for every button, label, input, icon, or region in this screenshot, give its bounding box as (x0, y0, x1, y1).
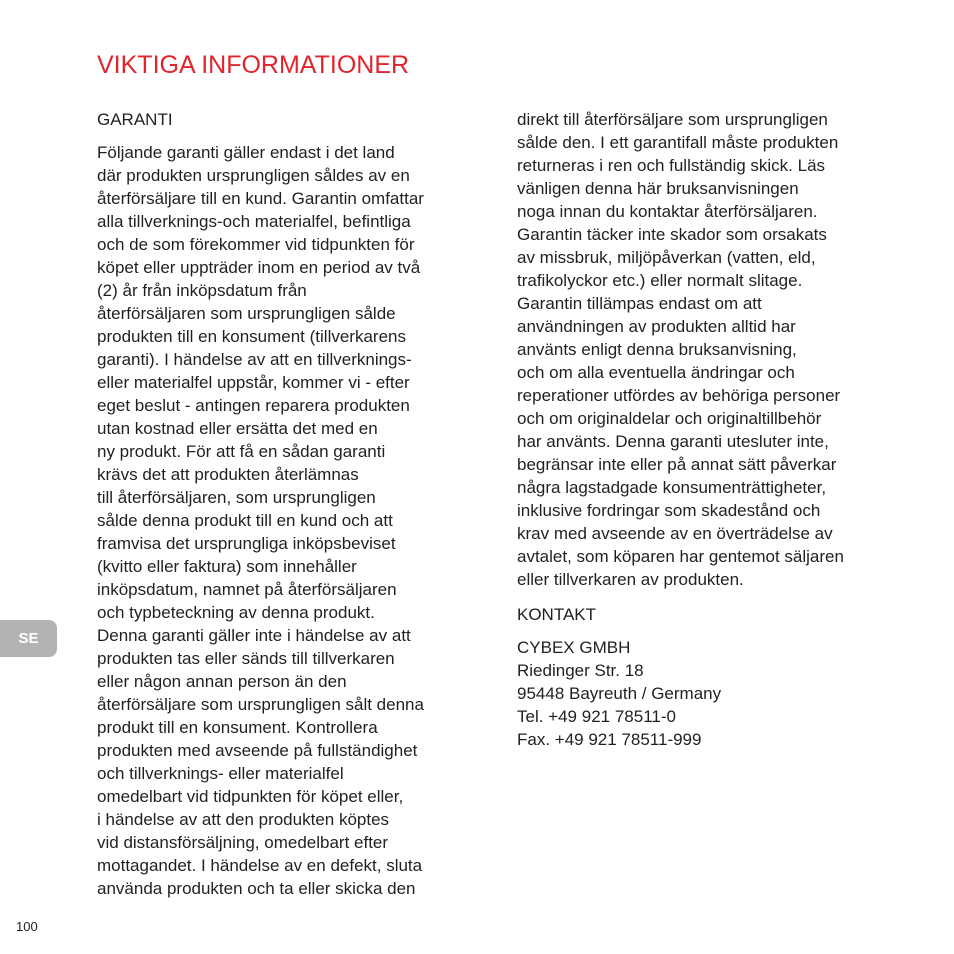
guarantee-text-line: av missbruk, miljöpåverkan (vatten, eld, (517, 248, 816, 267)
contact-company: CYBEX GMBH (517, 638, 631, 657)
guarantee-text-line: återförsäljare som ursprungligen sålt denna (97, 695, 424, 714)
guarantee-text-line: och om alla eventuella ändringar och (517, 363, 795, 382)
guarantee-text-line: (2) år från inköpsdatum från (97, 281, 307, 300)
guarantee-text-line: sålde denna produkt till en kund och att (97, 511, 393, 530)
guarantee-text-line: inköpsdatum, namnet på återförsäljaren (97, 580, 397, 599)
guarantee-text-line: inklusive fordringar som skadestånd och (517, 501, 821, 520)
guarantee-text-line: och tillverknings- eller materialfel (97, 764, 344, 783)
guarantee-column-right (517, 108, 917, 751)
guarantee-text-line: omedelbart vid tidpunkten för köpet eller, (97, 787, 404, 806)
contact-address-line: Fax. +49 921 78511-999 (517, 730, 702, 749)
guarantee-text-line: produkten tas eller sänds till tillverkaren (97, 649, 395, 668)
guarantee-text-line: krävs det att produkten återlämnas (97, 465, 359, 484)
guarantee-text-line: garanti). I händelse av att en tillverknings- (97, 350, 412, 369)
guarantee-text-line: köpet eller uppträder inom en period av två (97, 258, 421, 277)
guarantee-text-line: trafikolyckor etc.) eller normalt slitage. (517, 271, 803, 290)
guarantee-text-line: alla tillverknings-och materialfel, befintliga (97, 212, 411, 231)
language-tab: SE (0, 620, 57, 657)
contact-heading: KONTAKT (517, 605, 597, 624)
guarantee-text-line: och de som förekommer vid tidpunkten för (97, 235, 415, 254)
guarantee-text-line: direkt till återförsäljare som ursprungligen (517, 110, 828, 129)
guarantee-text-line: Garantin täcker inte skador som orsakats (517, 225, 827, 244)
contact-address-line: Riedinger Str. 18 (517, 661, 644, 680)
guarantee-text-left (97, 141, 487, 900)
guarantee-text-line: (kvitto eller faktura) som innehåller (97, 557, 357, 576)
guarantee-text-line: produkt till en konsument. Kontrollera (97, 718, 378, 737)
guarantee-text-line: till återförsäljaren, som ursprungligen (97, 488, 376, 507)
guarantee-text-line: eller någon annan person än den (97, 672, 347, 691)
guarantee-text-line: utan kostnad eller ersätta det med en (97, 419, 378, 438)
guarantee-text-line: avtalet, som köparen har gentemot säljaren (517, 547, 844, 566)
contact-address (517, 659, 917, 751)
guarantee-text-line: Denna garanti gäller inte i händelse av att (97, 626, 411, 645)
guarantee-text-line: noga innan du kontaktar återförsäljaren. (517, 202, 818, 221)
guarantee-text-line: vänligen denna här bruksanvisningen (517, 179, 799, 198)
guarantee-text-line: eller materialfel uppstår, kommer vi - efter (97, 373, 410, 392)
guarantee-text-line: sålde den. I ett garantifall måste produkten (517, 133, 839, 152)
guarantee-text-right (517, 108, 917, 591)
guarantee-text-line: återförsäljare till en kund. Garantin omfattar (97, 189, 424, 208)
guarantee-text-line: begränsar inte eller på annat sätt påverkar (517, 455, 837, 474)
guarantee-text-line: återförsäljaren som ursprungligen sålde (97, 304, 396, 323)
guarantee-text-line: returneras i ren och fullständig skick. Läs (517, 156, 826, 175)
guarantee-text-line: produkten till en konsument (tillverkarens (97, 327, 406, 346)
guarantee-text-line: användningen av produkten alltid har (517, 317, 796, 336)
guarantee-text-line: där produkten ursprungligen såldes av en (97, 166, 410, 185)
guarantee-text-line: i händelse av att den produkten köptes (97, 810, 390, 829)
guarantee-text-line: och om originaldelar och originaltillbehör (517, 409, 822, 428)
guarantee-text-line: några lagstadgade konsumenträttigheter, (517, 478, 827, 497)
guarantee-text-line: vid distansförsäljning, omedelbart efter (97, 833, 389, 852)
guarantee-text-line: framvisa det ursprungliga inköpsbeviset (97, 534, 396, 553)
guarantee-text-line: har använts. Denna garanti utesluter inte, (517, 432, 829, 451)
guarantee-text-line: använda produkten och ta eller skicka den (97, 879, 416, 898)
guarantee-column-left (97, 108, 487, 900)
guarantee-heading: GARANTI (97, 110, 173, 129)
guarantee-text-line: reperationer utfördes av behöriga personer (517, 386, 841, 405)
guarantee-text-line: Följande garanti gäller endast i det land (97, 143, 395, 162)
guarantee-text-line: eget beslut - antingen reparera produkten (97, 396, 410, 415)
guarantee-text-line: använts enligt denna bruksanvisning, (517, 340, 797, 359)
contact-address-line: Tel. +49 921 78511-0 (517, 707, 676, 726)
page-title: VIKTIGA INFORMATIONER (97, 51, 410, 79)
guarantee-text-line: mottagandet. I händelse av en defekt, sluta (97, 856, 423, 875)
page-number: 100 (16, 919, 38, 934)
guarantee-text-line: krav med avseende av en överträdelse av (517, 524, 833, 543)
guarantee-text-line: och typbeteckning av denna produkt. (97, 603, 375, 622)
guarantee-text-line: Garantin tillämpas endast om att (517, 294, 762, 313)
guarantee-text-line: eller tillverkaren av produkten. (517, 570, 744, 589)
guarantee-text-line: produkten med avseende på fullständighet (97, 741, 418, 760)
contact-address-line: 95448 Bayreuth / Germany (517, 684, 722, 703)
guarantee-text-line: ny produkt. För att få en sådan garanti (97, 442, 386, 461)
